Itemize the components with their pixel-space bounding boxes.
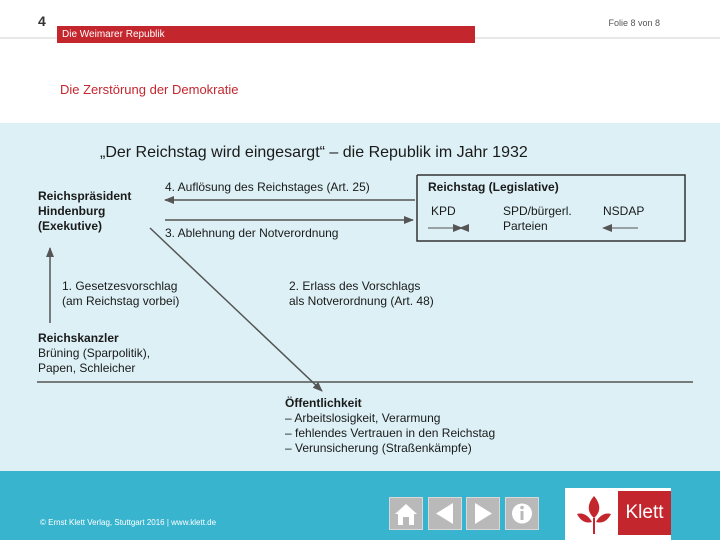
slide-number: 4 (38, 13, 46, 29)
party-spd (503, 204, 572, 234)
info-button[interactable] (505, 497, 539, 530)
president-role: (Exekutive) (38, 219, 103, 233)
step-3-label: 3. Ablehnung der Notverordnung (165, 226, 339, 240)
chancellor-line-2: Papen, Schleicher (38, 361, 136, 375)
public-item: – Verunsicherung (Straßenkämpfe) (285, 441, 472, 455)
info-icon (506, 498, 538, 529)
step-1-line-2: (am Reichstag vorbei) (62, 294, 180, 308)
copyright: © Ernst Klett Verlag, Stuttgart 2016 | www.klett.de (40, 518, 217, 527)
forward-button[interactable] (466, 497, 500, 530)
public-item: – Arbeitslosigkeit, Verarmung (285, 411, 441, 425)
chancellor-line-1: Brüning (Sparpolitik), (38, 346, 151, 360)
party-spd-line-1: SPD/bürgerl. (503, 204, 572, 218)
party-kpd: KPD (431, 204, 456, 218)
back-button[interactable] (428, 497, 462, 530)
party-nsdap: NSDAP (603, 204, 645, 218)
diagram-title: „Der Reichstag wird eingesargt“ – die Republik im Jahr 1932 (100, 144, 528, 161)
public-box (285, 396, 495, 456)
public-title: Öffentlichkeit (285, 396, 362, 410)
section-title-bar (57, 26, 475, 43)
back-icon (429, 498, 461, 529)
party-spd-line-2: Parteien (503, 219, 548, 233)
home-icon (390, 498, 422, 529)
home-button[interactable] (389, 497, 423, 530)
klett-flower-icon (573, 492, 615, 536)
section-title: Die Weimarer Republik (62, 29, 165, 40)
klett-logo-text: Klett (618, 491, 671, 535)
reichstag-title: Reichstag (Legislative) (428, 180, 559, 194)
step-1-line-1: 1. Gesetzesvorschlag (62, 279, 178, 293)
chancellor-box (38, 331, 150, 376)
step-2-line-2: als Notverordnung (Art. 48) (289, 294, 434, 308)
step-2-line-1: 2. Erlass des Vorschlags (289, 279, 421, 293)
step-2-label (289, 279, 434, 309)
step-4-label: 4. Auflösung des Reichstages (Art. 25) (165, 180, 370, 194)
forward-icon (467, 498, 499, 529)
president-box (38, 189, 131, 234)
step-1-label (62, 279, 179, 309)
president-title: Reichspräsident (38, 189, 132, 203)
slide-subtitle: Die Zerstörung der Demokratie (60, 82, 239, 97)
klett-logo (565, 488, 671, 540)
public-item: – fehlendes Vertrauen in den Reichstag (285, 426, 496, 440)
chancellor-title: Reichskanzler (38, 331, 119, 345)
slide-counter: Folie 8 von 8 (608, 18, 660, 28)
president-name: Hindenburg (38, 204, 106, 218)
